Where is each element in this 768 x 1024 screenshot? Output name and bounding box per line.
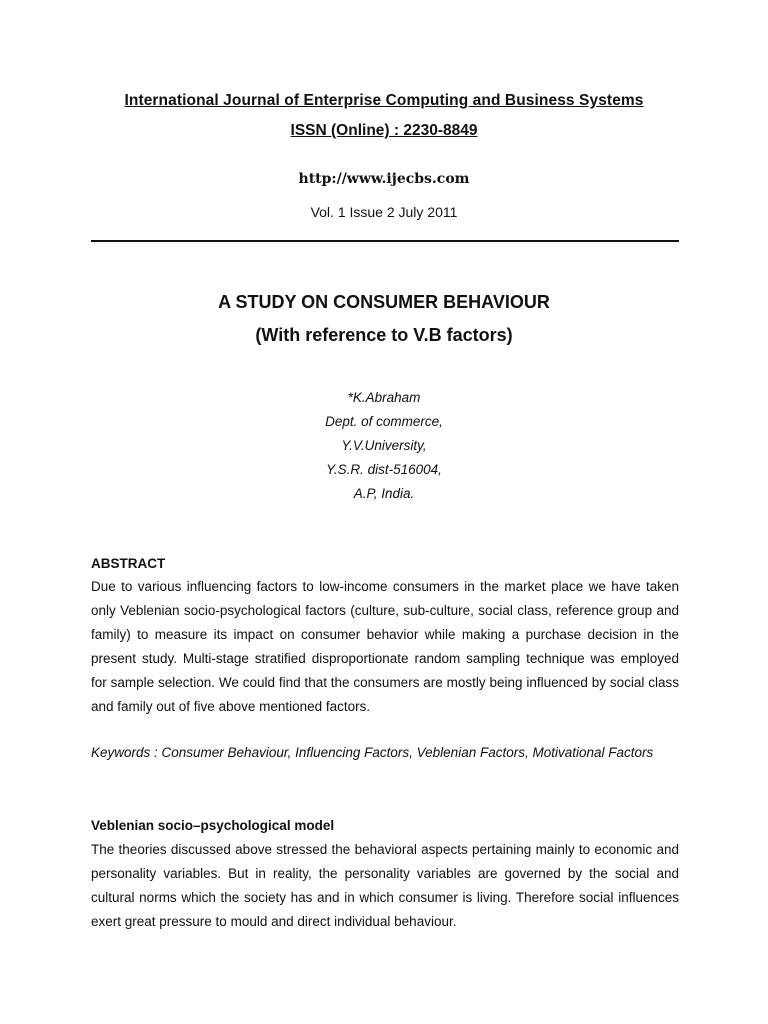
journal-url: http://www.ijecbs.com xyxy=(298,171,470,187)
author-department: Dept. of commerce, xyxy=(325,414,443,429)
author-block xyxy=(0,386,768,506)
author-name: *K.Abraham xyxy=(347,390,421,405)
paper-subtitle: (With reference to V.B factors) xyxy=(255,325,513,345)
author-district: Y.S.R. dist-516004, xyxy=(326,462,442,477)
abstract-heading: ABSTRACT xyxy=(91,556,166,571)
header-divider xyxy=(91,240,679,242)
issn: ISSN (Online) : 2230-8849 xyxy=(290,122,478,139)
author-university: Y.V.University, xyxy=(341,438,427,453)
section-heading: Veblenian socio–psychological model xyxy=(91,818,335,833)
abstract-text: Due to various influencing factors to low-income consumers in the market place we have taken only Veblenian socio-psychological factors (culture, sub-culture, social class, reference group and family) to measure its impact on consumer behavior while making a purchase decision in the present study. Multi-stage stratified disproportionate random sampling technique was employed for sample selection. We could find that the consumers are mostly being influenced by social class and family out of five above mentioned factors. xyxy=(91,579,679,714)
volume-issue: Vol. 1 Issue 2 July 2011 xyxy=(310,204,458,220)
keywords: Keywords : Consumer Behaviour, Influencing Factors, Veblenian Factors, Motivational Factors xyxy=(91,745,654,760)
section-text: The theories discussed above stressed the behavioral aspects pertaining mainly to economic and personality variables. But in reality, the personality variables are governed by the social and cultural norms which the society has and in which consumer is living. Therefore social influences exert great pressure to mould and direct individual behaviour. xyxy=(91,842,679,929)
journal-title: International Journal of Enterprise Computing and Business Systems xyxy=(124,92,644,109)
paper-title: A STUDY ON CONSUMER BEHAVIOUR xyxy=(218,292,550,312)
author-location: A.P, India. xyxy=(353,486,415,501)
